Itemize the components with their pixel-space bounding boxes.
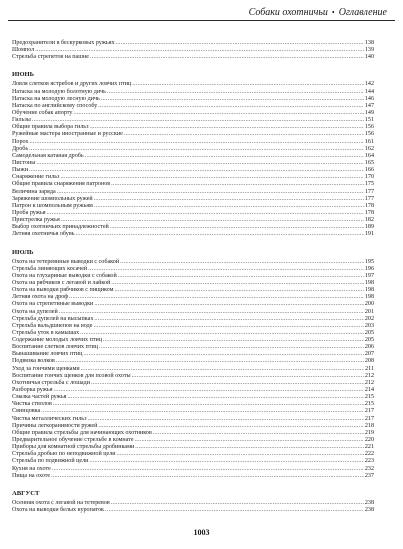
toc-entry[interactable] xyxy=(12,373,374,380)
dot-leader xyxy=(41,408,364,415)
dot-leader xyxy=(89,458,363,465)
toc-entry-title: Пистоны xyxy=(12,159,36,166)
toc-entry-title: Летняя охота на дроф xyxy=(12,294,69,301)
dot-leader xyxy=(91,380,364,387)
toc-entry[interactable] xyxy=(12,153,374,160)
toc-entry[interactable] xyxy=(12,408,374,415)
dot-leader xyxy=(59,309,364,316)
dot-leader xyxy=(132,81,364,88)
toc-entry[interactable] xyxy=(12,316,374,323)
toc-entry-title: Приборы для комнатной стрельбы дробинками xyxy=(12,444,135,451)
dot-leader xyxy=(29,139,363,146)
toc-entry[interactable] xyxy=(12,309,374,316)
toc-entry-page: 218 xyxy=(364,422,374,429)
toc-entry-page: 147 xyxy=(364,102,374,109)
section-gap xyxy=(12,239,374,245)
toc-entry-page: 189 xyxy=(364,224,374,231)
dot-leader xyxy=(69,294,364,301)
toc-entry-page: 165 xyxy=(364,159,374,166)
toc-entry[interactable] xyxy=(12,394,374,401)
toc-entry-title: Пристрелка ружья xyxy=(12,217,60,224)
dot-leader xyxy=(81,366,364,373)
dot-leader xyxy=(117,451,364,458)
toc-entry-page: 203 xyxy=(364,322,374,329)
toc-entry-title: Стрельба дробью по неподвижной цели xyxy=(12,451,116,458)
toc-entry-title: Охота на глухариные выводки с собакой xyxy=(12,272,117,279)
dot-leader xyxy=(120,259,364,266)
dot-leader xyxy=(132,373,364,380)
dot-leader xyxy=(51,473,364,480)
dot-leader xyxy=(36,160,364,167)
toc-entry-page: 149 xyxy=(364,109,374,116)
month-heading: АВГУСТ xyxy=(12,489,40,497)
dot-leader xyxy=(111,181,364,188)
section-gap xyxy=(12,480,374,486)
toc-entry-title: Охотничья стрельба с лошади xyxy=(12,379,90,386)
toc-entry-page: 223 xyxy=(364,458,374,465)
page-number: 1003 xyxy=(193,528,210,537)
toc-entry-page: 205 xyxy=(364,329,374,336)
running-header xyxy=(8,4,395,21)
toc-entry-title: Пища на охоте xyxy=(12,472,51,479)
toc-entry[interactable] xyxy=(12,387,374,394)
toc-entry[interactable] xyxy=(12,259,374,266)
toc-entry-title: Шомпол xyxy=(12,47,35,54)
toc-entry-page: 142 xyxy=(364,81,374,88)
toc-entry-title: Натаска на молодую лесную дичь xyxy=(12,95,100,102)
toc-entry[interactable] xyxy=(12,401,374,408)
toc-entry-page: 177 xyxy=(364,188,374,195)
toc-entry-page: 138 xyxy=(364,40,374,46)
toc-entry-title: Дробь xyxy=(12,145,29,152)
toc-entry-page: 214 xyxy=(364,387,374,394)
dot-leader xyxy=(101,96,364,103)
toc-entry-page: 197 xyxy=(364,272,374,279)
dot-leader xyxy=(94,316,363,323)
toc-entry-page: 175 xyxy=(364,181,374,188)
toc-entry-page: 198 xyxy=(364,294,374,301)
dot-leader xyxy=(135,437,364,444)
toc-entry-page: 220 xyxy=(364,437,374,444)
toc-entry-page: 237 xyxy=(364,472,374,479)
toc-entry[interactable] xyxy=(12,337,374,344)
toc-entry-page: 238 xyxy=(364,507,374,514)
toc-entry-page: 201 xyxy=(364,308,374,315)
toc-entry[interactable] xyxy=(12,301,374,308)
toc-entry-page: 178 xyxy=(364,202,374,209)
dot-leader xyxy=(107,89,364,96)
toc-entry-page: 200 xyxy=(364,301,374,308)
toc-entry[interactable] xyxy=(12,89,374,96)
toc-entry-title: Подвязка волков xyxy=(12,358,55,365)
toc-entry-page: 221 xyxy=(364,444,374,451)
toc-entry-title: Обучение собак апорту xyxy=(12,109,73,116)
toc-entry-page: 178 xyxy=(364,209,374,216)
toc-entry[interactable] xyxy=(12,103,374,110)
dot-leader xyxy=(85,153,364,160)
toc-entry-title: Воспитание слетков ловчих птиц xyxy=(12,344,98,351)
toc-entry[interactable] xyxy=(12,273,374,280)
toc-entry-title: Охота на выводки белых куропаток xyxy=(12,507,105,514)
toc-entry-title: Общие правила снаряжения патронов xyxy=(12,181,111,188)
toc-entry-title: Смазка частей ружья xyxy=(12,394,67,401)
toc-entry-page: 215 xyxy=(364,401,374,408)
toc-entry-page: 232 xyxy=(364,465,374,472)
toc-entry-title: Охота на рябчиков с легавой и лайкой xyxy=(12,279,111,286)
toc-entry-page: 211 xyxy=(365,365,374,372)
toc-entry[interactable] xyxy=(12,54,374,61)
toc-entry-title: Содержание молодых ловчих птиц xyxy=(12,337,103,344)
dot-leader xyxy=(111,500,364,507)
dot-leader xyxy=(73,110,363,117)
toc-entry[interactable] xyxy=(12,96,374,103)
toc-entry-title: Общие правила стрельбы для начинающих охотников xyxy=(12,429,152,436)
dot-leader xyxy=(153,430,364,437)
dot-leader xyxy=(53,401,364,408)
toc-entry-page: 217 xyxy=(364,408,374,415)
toc-entry[interactable] xyxy=(12,146,374,153)
toc-entry-page: 212 xyxy=(364,379,374,386)
toc-entry-title: Чистка металлических гильз xyxy=(12,415,87,422)
dot-leader xyxy=(98,423,363,430)
dot-leader xyxy=(47,210,364,217)
toc-entry[interactable] xyxy=(12,231,374,238)
toc-entry-page: 182 xyxy=(364,217,374,224)
dot-leader xyxy=(56,358,364,365)
toc-entry[interactable] xyxy=(12,423,374,430)
toc-entry-title: Предохранители в бескурковых ружьях xyxy=(12,40,115,46)
toc-entry-page: 151 xyxy=(364,117,374,124)
toc-entry-page: 215 xyxy=(364,394,374,401)
toc-entry[interactable] xyxy=(12,40,374,47)
dot-leader xyxy=(29,146,364,153)
toc-entry[interactable] xyxy=(12,500,374,507)
toc-entry[interactable] xyxy=(12,160,374,167)
toc-entry-page: 156 xyxy=(364,131,374,138)
toc-entry-title: Охота на тетеревиные выводки с собакой xyxy=(12,258,120,265)
toc-entry-page: 195 xyxy=(364,258,374,265)
toc-entry-title: Гильзы xyxy=(12,117,31,124)
toc-entry-page: 212 xyxy=(364,372,374,379)
toc-entry[interactable] xyxy=(12,139,374,146)
section-gap xyxy=(12,61,374,67)
toc-entry-page: 144 xyxy=(364,88,374,95)
dot-leader xyxy=(116,40,364,47)
dot-leader xyxy=(94,301,364,308)
dot-leader xyxy=(29,167,364,174)
toc-entry-title: Натаска по английскому способу xyxy=(12,102,98,109)
toc-entry-page: 222 xyxy=(364,451,374,458)
header-book-title: Собаки охотничьи xyxy=(248,6,328,18)
toc-entry[interactable] xyxy=(12,473,374,480)
toc-entry-title: Стрельба вальдшнепов на воде xyxy=(12,322,93,329)
table-of-contents xyxy=(12,40,374,514)
toc-entry[interactable] xyxy=(12,203,374,210)
toc-entry-title: Выбор охотничьих принадлежностей xyxy=(12,224,109,231)
dot-leader xyxy=(110,224,364,231)
toc-entry[interactable] xyxy=(12,294,374,301)
toc-entry-title: Осенняя охота с легавой на тетеревов xyxy=(12,499,110,506)
header-section-title: Оглавление xyxy=(338,6,387,18)
toc-entry-title: Стрельба стрепетов на пашне xyxy=(12,54,89,61)
toc-entry-title: Стрельба уток в камышах xyxy=(12,329,80,336)
header-bullet: • xyxy=(331,7,335,17)
toc-entry[interactable] xyxy=(12,81,374,88)
toc-entry-page: 217 xyxy=(364,415,374,422)
dot-leader xyxy=(67,394,363,401)
toc-entry[interactable] xyxy=(12,466,374,473)
toc-entry-title: Порох xyxy=(12,138,29,145)
toc-entry-title: Свинцовка xyxy=(12,408,41,415)
toc-entry-title: Воспитание гончих щенков для псовой охоты xyxy=(12,372,131,379)
dot-leader xyxy=(83,351,363,358)
dot-leader xyxy=(54,387,364,394)
toc-entry-page: 146 xyxy=(364,95,374,102)
toc-entry-page: 191 xyxy=(364,231,374,238)
toc-entry-page: 162 xyxy=(364,145,374,152)
dot-leader xyxy=(98,103,364,110)
toc-entry[interactable] xyxy=(12,167,374,174)
toc-entry[interactable] xyxy=(12,430,374,437)
toc-entry-title: Уход за гончими щенками xyxy=(12,365,80,372)
toc-entry-page: 196 xyxy=(364,265,374,272)
month-heading: ИЮНЬ xyxy=(12,71,35,79)
toc-entry[interactable] xyxy=(12,366,374,373)
toc-entry[interactable] xyxy=(12,266,374,273)
dot-leader xyxy=(105,507,364,514)
toc-entry-title: Проба ружья xyxy=(12,209,46,216)
toc-entry[interactable] xyxy=(12,330,374,337)
toc-entry-title: Заряжение шомпольных ружей xyxy=(12,195,93,202)
toc-entry-page: 166 xyxy=(364,167,374,174)
toc-entry-title: Величина заряда xyxy=(12,188,56,195)
toc-entry-page: 140 xyxy=(364,54,374,61)
dot-leader xyxy=(94,203,364,210)
dot-leader xyxy=(114,287,363,294)
toc-entry-title: Общие правила выбора гильз xyxy=(12,124,89,131)
toc-entry-title: Охота на стрепетиные выводки xyxy=(12,301,94,308)
toc-entry[interactable] xyxy=(12,181,374,188)
toc-entry[interactable] xyxy=(12,351,374,358)
dot-leader xyxy=(124,131,364,138)
toc-entry[interactable] xyxy=(12,416,374,423)
dot-leader xyxy=(103,337,364,344)
dot-leader xyxy=(57,189,364,196)
toc-entry-title: Охота на выводки рябчиков с пищиком xyxy=(12,287,114,294)
toc-entry-title: Самодельная катаная дробь xyxy=(12,152,84,159)
dot-leader xyxy=(118,273,364,280)
toc-entry[interactable] xyxy=(12,458,374,465)
dot-leader xyxy=(135,444,364,451)
toc-entry-title: Разборка ружья xyxy=(12,387,53,394)
toc-entry-title: Ружейные мастера иностранные и русские xyxy=(12,131,123,138)
toc-entry-title: Патрон к шомпольным ружьям xyxy=(12,202,93,209)
toc-entry-title: Чистка стволов xyxy=(12,401,52,408)
dot-leader xyxy=(90,54,364,61)
toc-entry[interactable] xyxy=(12,380,374,387)
toc-entry[interactable] xyxy=(12,189,374,196)
toc-entry[interactable] xyxy=(12,280,374,287)
toc-entry-title: Стрельба дупелей на высыпках xyxy=(12,315,94,322)
month-heading: ИЮЛЬ xyxy=(12,248,34,256)
dot-leader xyxy=(89,124,363,131)
dot-leader xyxy=(88,416,364,423)
toc-entry-page: 205 xyxy=(364,337,374,344)
toc-entry-page: 177 xyxy=(364,195,374,202)
toc-entry[interactable] xyxy=(12,210,374,217)
toc-entry-title: Предварительное обучение стрельбе в комнате xyxy=(12,437,134,444)
toc-entry-page: 170 xyxy=(364,174,374,181)
dot-leader xyxy=(94,196,364,203)
toc-entry-title: Вынашивание ловчих птиц xyxy=(12,351,83,358)
toc-entry-page: 202 xyxy=(364,315,374,322)
toc-entry-title: Натаска на молодую болотную дичь xyxy=(12,88,106,95)
toc-entry[interactable] xyxy=(12,196,374,203)
toc-entry[interactable] xyxy=(12,110,374,117)
toc-entry-page: 219 xyxy=(364,429,374,436)
toc-entry-page: 156 xyxy=(364,124,374,131)
toc-entry[interactable] xyxy=(12,358,374,365)
dot-leader xyxy=(93,323,363,330)
toc-entry-title: Охота на дупелей xyxy=(12,308,58,315)
toc-entry-page: 161 xyxy=(364,138,374,145)
toc-entry-title: Пыжи xyxy=(12,167,28,174)
dot-leader xyxy=(80,330,364,337)
toc-entry-page: 198 xyxy=(364,279,374,286)
toc-entry[interactable] xyxy=(12,507,374,514)
dot-leader xyxy=(111,280,363,287)
toc-entry-page: 206 xyxy=(364,344,374,351)
toc-entry-page: 207 xyxy=(364,351,374,358)
toc-entry-page: 198 xyxy=(364,287,374,294)
toc-entry[interactable] xyxy=(12,323,374,330)
toc-entry-title: Летняя охотничья обувь xyxy=(12,231,75,238)
toc-entry[interactable] xyxy=(12,131,374,138)
dot-leader xyxy=(52,466,364,473)
toc-entry-page: 208 xyxy=(364,358,374,365)
toc-entry-title: Стрельба по подвижной цели xyxy=(12,458,89,465)
toc-entry-title: Ловля слетков ястребов и других ловчих птиц xyxy=(12,81,132,88)
dot-leader xyxy=(99,344,364,351)
toc-entry-page: 139 xyxy=(364,47,374,54)
toc-entry-title: Снаряжение гильз xyxy=(12,174,60,181)
toc-entry-page: 164 xyxy=(364,152,374,159)
dot-leader xyxy=(76,231,364,238)
toc-entry-title: Кухня на охоте xyxy=(12,465,51,472)
toc-entry-page: 238 xyxy=(364,499,374,506)
toc-entry-title: Стрельба линяющих косачей xyxy=(12,265,88,272)
dot-leader xyxy=(88,266,364,273)
toc-entry-title: Причины легкоранимости ружей xyxy=(12,422,98,429)
toc-entry[interactable] xyxy=(12,344,374,351)
